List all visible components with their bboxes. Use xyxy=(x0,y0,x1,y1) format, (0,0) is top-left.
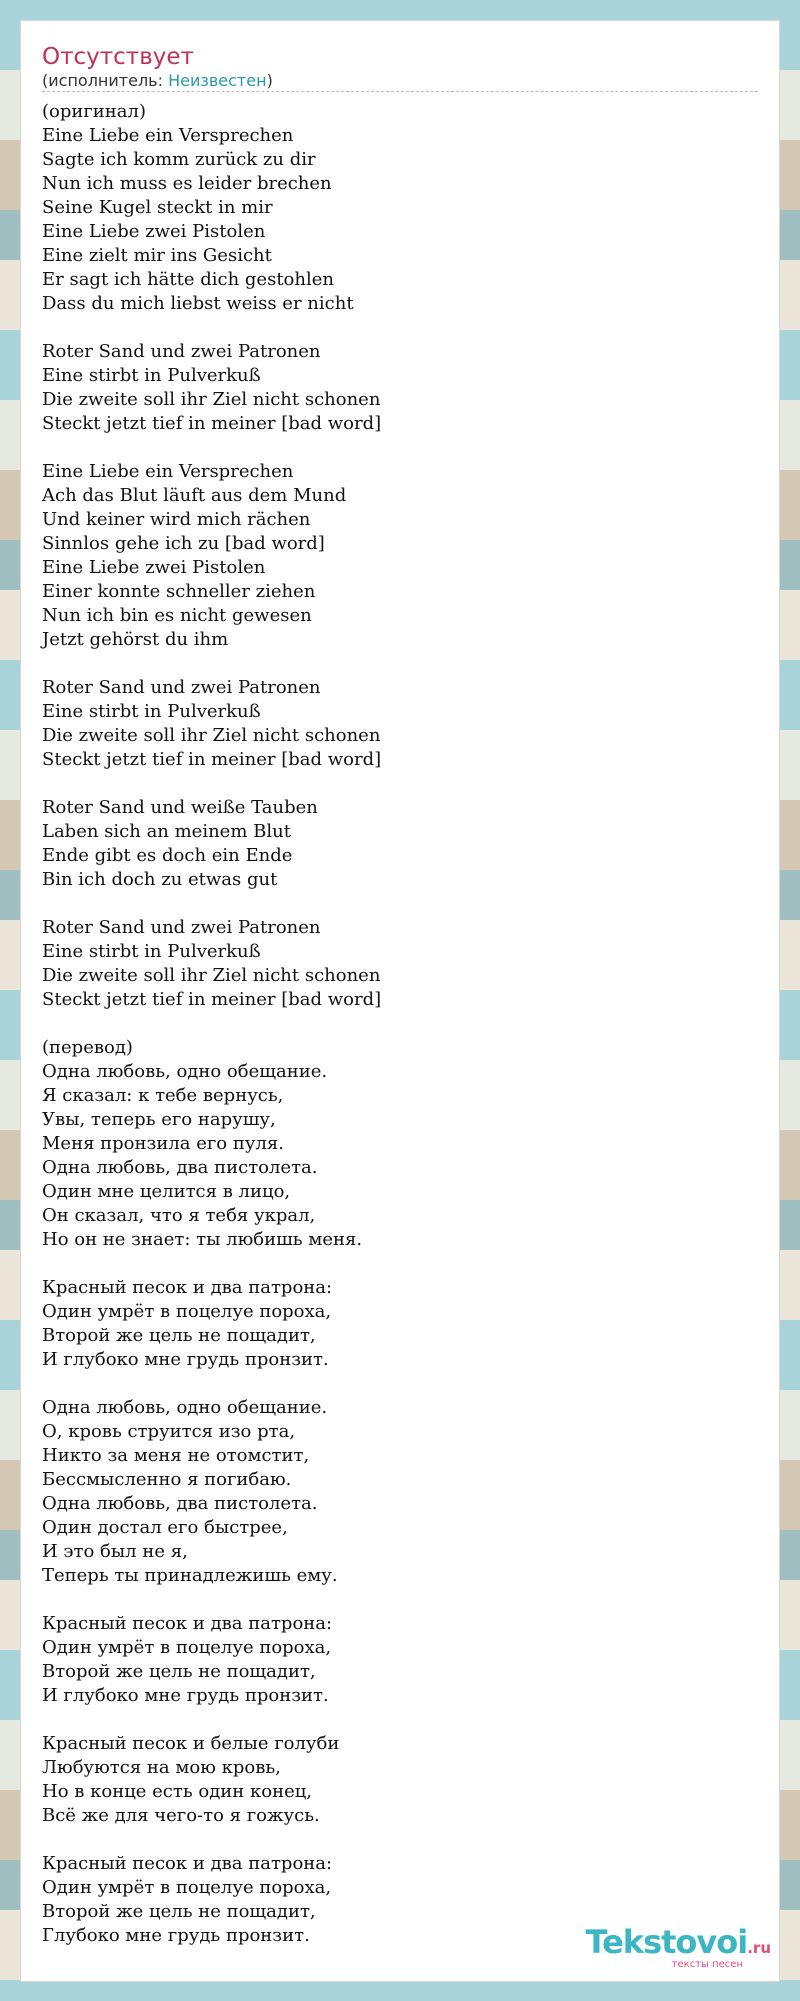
lyric-line: Eine Liebe ein Versprechen xyxy=(42,461,294,482)
lyric-line: Глубоко мне грудь пронзит. xyxy=(42,1925,310,1946)
lyric-line: Roter Sand und zwei Patronen xyxy=(42,341,321,362)
song-title: Отсутствует xyxy=(42,44,194,70)
logo-wordmark: Tekstovoi xyxy=(585,1923,748,1961)
lyrics-text xyxy=(42,100,758,1948)
lyric-line: Один умрёт в поцелуе пороха, xyxy=(42,1637,332,1658)
lyric-spacer xyxy=(42,1588,758,1612)
lyric-line: Steckt jetzt tief in meiner [bad word] xyxy=(42,989,382,1010)
lyric-line: Die zweite soll ihr Ziel nicht schonen xyxy=(42,725,381,746)
lyric-line: Ende gibt es doch ein Ende xyxy=(42,845,293,866)
lyric-line: Einer konnte schneller ziehen xyxy=(42,581,316,602)
lyric-line: Eine stirbt in Pulverkuß xyxy=(42,701,261,722)
lyric-line: Roter Sand und zwei Patronen xyxy=(42,917,321,938)
lyric-line: Steckt jetzt tief in meiner [bad word] xyxy=(42,413,382,434)
lyric-line: Die zweite soll ihr Ziel nicht schonen xyxy=(42,965,381,986)
lyric-line: Eine Liebe ein Versprechen xyxy=(42,125,294,146)
lyric-line: Красный песок и белые голуби xyxy=(42,1733,340,1754)
lyric-line: Eine stirbt in Pulverkuß xyxy=(42,365,261,386)
header-divider xyxy=(42,91,758,92)
lyric-line: Eine stirbt in Pulverkuß xyxy=(42,941,261,962)
lyric-line: Одна любовь, одно обещание. xyxy=(42,1397,328,1418)
lyric-line: Laben sich an meinem Blut xyxy=(42,821,291,842)
lyric-spacer xyxy=(42,316,758,340)
lyric-line: Sinnlos gehe ich zu [bad word] xyxy=(42,533,325,554)
lyric-spacer xyxy=(42,1012,758,1036)
artist-line xyxy=(42,71,273,91)
lyric-line: Dass du mich liebst weiss er nicht xyxy=(42,293,354,314)
lyric-line: Теперь ты принадлежишь ему. xyxy=(42,1565,338,1586)
lyric-spacer xyxy=(42,1252,758,1276)
lyric-line: Одна любовь, одно обещание. xyxy=(42,1061,328,1082)
lyric-line: И глубоко мне грудь пронзит. xyxy=(42,1349,329,1370)
logo-subtitle: тексты песен xyxy=(671,1959,743,1970)
lyric-line: Он сказал, что я тебя украл, xyxy=(42,1205,316,1226)
lyric-line: Один умрёт в поцелуе пороха, xyxy=(42,1877,332,1898)
lyric-line: Roter Sand und zwei Patronen xyxy=(42,677,321,698)
lyric-spacer xyxy=(42,1828,758,1852)
lyric-line: Любуются на мою кровь, xyxy=(42,1757,281,1778)
lyric-line: Eine Liebe zwei Pistolen xyxy=(42,557,266,578)
lyric-line: Красный песок и два патрона: xyxy=(42,1853,333,1874)
lyric-line: Красный песок и два патрона: xyxy=(42,1613,333,1634)
lyric-line: Steckt jetzt tief in meiner [bad word] xyxy=(42,749,382,770)
content-card xyxy=(21,21,779,1981)
lyric-line: Ach das Blut läuft aus dem Mund xyxy=(42,485,347,506)
lyric-spacer xyxy=(42,772,758,796)
lyric-line: Один мне целится в лицо, xyxy=(42,1181,291,1202)
lyric-line: Второй же цель не пощадит, xyxy=(42,1901,316,1922)
lyric-line: Seine Kugel steckt in mir xyxy=(42,197,273,218)
lyric-line: Er sagt ich hätte dich gestohlen xyxy=(42,269,334,290)
lyric-line: Я сказал: к тебе вернусь, xyxy=(42,1085,284,1106)
lyric-line: Никто за меня не отомстит, xyxy=(42,1445,310,1466)
lyric-line: О, кровь струится изо рта, xyxy=(42,1421,296,1442)
lyric-line: Nun ich bin es nicht gewesen xyxy=(42,605,312,626)
lyric-line: (оригинал) xyxy=(42,101,146,122)
lyric-line: Одна любовь, два пистолета. xyxy=(42,1157,318,1178)
lyric-line: Und keiner wird mich rächen xyxy=(42,509,311,530)
lyric-line: Красный песок и два патрона: xyxy=(42,1277,333,1298)
lyric-line: Всё же для чего-то я гожусь. xyxy=(42,1805,320,1826)
lyric-line: Второй же цель не пощадит, xyxy=(42,1661,316,1682)
lyric-line: Nun ich muss es leider brechen xyxy=(42,173,332,194)
lyric-line: (перевод) xyxy=(42,1037,133,1058)
lyric-line: Один достал его быстрее, xyxy=(42,1517,288,1538)
lyric-line: Бессмысленно я погибаю. xyxy=(42,1469,292,1490)
lyric-line: И это был не я, xyxy=(42,1541,188,1562)
lyric-line: Eine zielt mir ins Gesicht xyxy=(42,245,272,266)
lyric-line: Jetzt gehörst du ihm xyxy=(42,629,229,650)
lyric-line: Die zweite soll ihr Ziel nicht schonen xyxy=(42,389,381,410)
lyric-line: Sagte ich komm zurück zu dir xyxy=(42,149,316,170)
artist-prefix: (исполнитель: xyxy=(42,71,169,90)
site-logo[interactable] xyxy=(586,1925,771,1971)
lyric-line: Bin ich doch zu etwas gut xyxy=(42,869,278,890)
logo-domain: .ru xyxy=(747,1939,771,1957)
lyric-spacer xyxy=(42,892,758,916)
artist-suffix: ) xyxy=(266,71,273,90)
artist-link[interactable]: Неизвестен xyxy=(168,71,267,90)
lyric-line: Но в конце есть один конец, xyxy=(42,1781,313,1802)
lyric-spacer xyxy=(42,436,758,460)
lyric-line: Второй же цель не пощадит, xyxy=(42,1325,316,1346)
lyric-spacer xyxy=(42,1372,758,1396)
lyric-line: И глубоко мне грудь пронзит. xyxy=(42,1685,329,1706)
lyric-line: Eine Liebe zwei Pistolen xyxy=(42,221,266,242)
lyric-line: Но он не знает: ты любишь меня. xyxy=(42,1229,363,1250)
lyric-spacer xyxy=(42,1708,758,1732)
lyric-line: Одна любовь, два пистолета. xyxy=(42,1493,318,1514)
lyric-spacer xyxy=(42,652,758,676)
lyric-line: Roter Sand und weiße Tauben xyxy=(42,797,318,818)
lyric-line: Увы, теперь его нарушу, xyxy=(42,1109,276,1130)
lyric-line: Один умрёт в поцелуе пороха, xyxy=(42,1301,332,1322)
lyric-line: Меня пронзила его пуля. xyxy=(42,1133,284,1154)
